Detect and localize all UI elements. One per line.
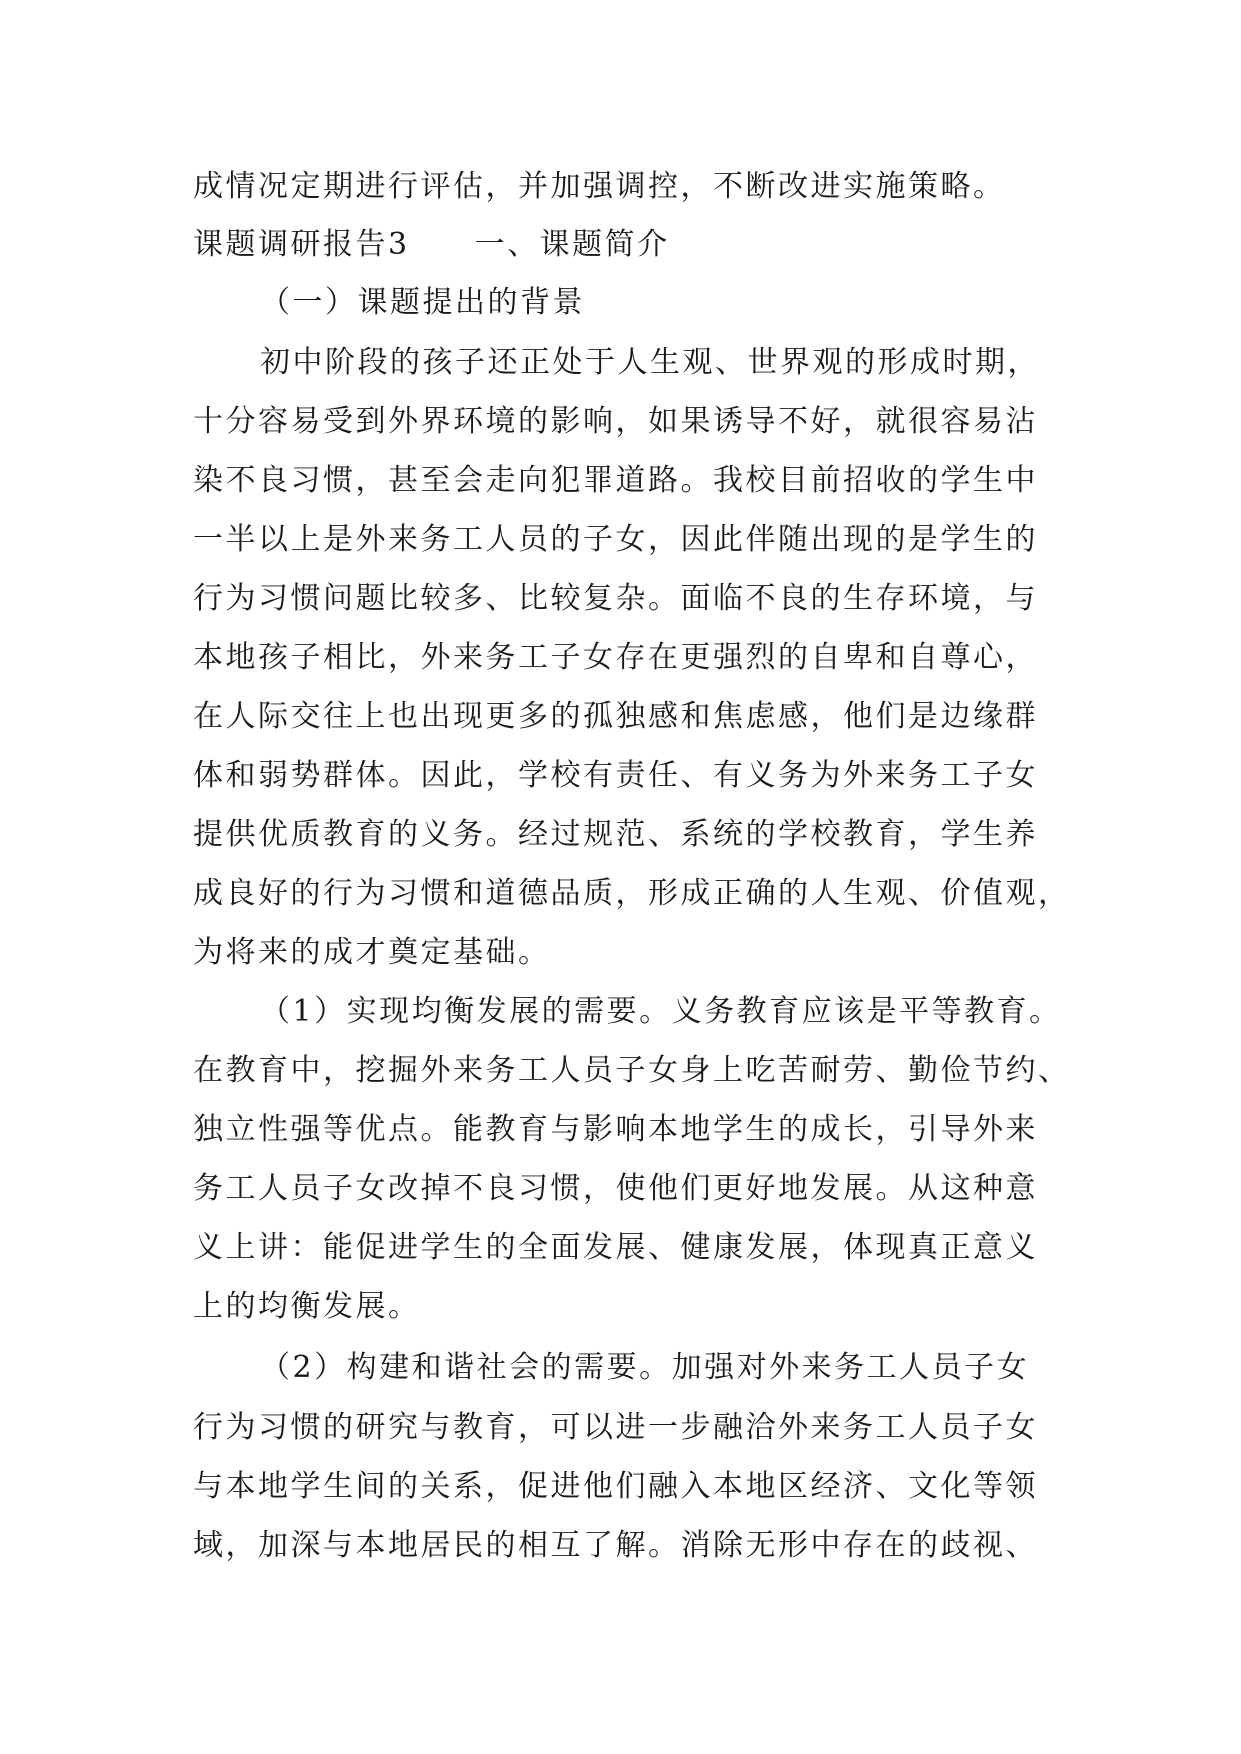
paragraph-line: 与本地学生间的关系，促进他们融入本地区经济、文化等领 xyxy=(193,1469,1038,1504)
section-heading: 课题调研报告3 一、课题简介 xyxy=(193,227,670,262)
text-line: 成情况定期进行评估，并加强调控，不断改进实施策略。 xyxy=(193,169,1006,204)
paragraph-line: 务工人员子女改掉不良习惯，使他们更好地发展。从这种意 xyxy=(193,1171,1038,1206)
paragraph-line: （1）实现均衡发展的需要。义务教育应该是平等教育。 xyxy=(260,994,1062,1029)
paragraph-line: 一半以上是外来务工人员的子女，因此伴随出现的是学生的 xyxy=(193,522,1038,557)
paragraph-line: 域，加深与本地居民的相互了解。消除无形中存在的歧视、 xyxy=(193,1528,1038,1563)
paragraph-line: 独立性强等优点。能教育与影响本地学生的成长，引导外来 xyxy=(193,1112,1038,1147)
paragraph-line: 在人际交往上也出现更多的孤独感和焦虑感，他们是边缘群 xyxy=(193,699,1038,734)
paragraph-line: 上的均衡发展。 xyxy=(193,1289,421,1324)
paragraph-line: （2）构建和谐社会的需要。加强对外来务工人员子女 xyxy=(260,1350,1030,1385)
paragraph-line: 本地孩子相比，外来务工子女存在更强烈的自卑和自尊心， xyxy=(193,640,1038,675)
paragraph-line: 行为习惯的研究与教育，可以进一步融洽外来务工人员子女 xyxy=(193,1410,1038,1445)
paragraph-line: 在教育中，挖掘外来务工人员子女身上吃苦耐劳、勤俭节约、 xyxy=(193,1053,1071,1088)
paragraph-line: 成良好的行为习惯和道德品质，形成正确的人生观、价值观， xyxy=(193,876,1071,911)
paragraph-line: 染不良习惯，甚至会走向犯罪道路。我校目前招收的学生中 xyxy=(193,463,1038,498)
paragraph-line: 为将来的成才奠定基础。 xyxy=(193,935,551,970)
paragraph-line: 体和弱势群体。因此，学校有责任、有义务为外来务工子女 xyxy=(193,758,1038,793)
paragraph-line: 初中阶段的孩子还正处于人生观、世界观的形成时期， xyxy=(260,345,1040,380)
paragraph-line: 提供优质教育的义务。经过规范、系统的学校教育，学生养 xyxy=(193,817,1038,852)
subsection-heading: （一）课题提出的背景 xyxy=(260,285,585,320)
paragraph-line: 义上讲：能促进学生的全面发展、健康发展，体现真正意义 xyxy=(193,1230,1038,1265)
paragraph-line: 十分容易受到外界环境的影响，如果诱导不好，就很容易沾 xyxy=(193,404,1038,439)
paragraph-line: 行为习惯问题比较多、比较复杂。面临不良的生存环境，与 xyxy=(193,581,1038,616)
